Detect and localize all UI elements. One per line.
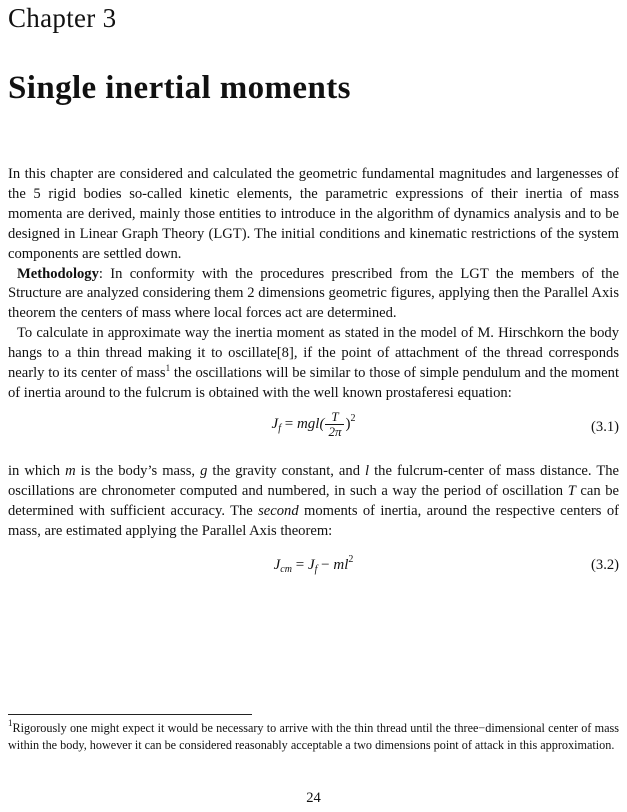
eq2-rhs-j: J [307, 556, 315, 573]
footnote-reference[interactable]: 1 [165, 363, 171, 374]
equation-3-2-body [8, 553, 619, 576]
chapter-label: Chapter 3 [8, 3, 117, 33]
eq1-fraction [325, 410, 344, 439]
eq1-rhs-post: ) [345, 415, 351, 432]
footnote-rule [8, 714, 252, 715]
defs-text-e: can be determined with sufficient accuracy. The [8, 482, 619, 519]
eq2-rhs-j-sub: f [314, 563, 318, 575]
defs-text-f: moments of inertia, around the respective centers of mass, are estimated applying the Parallel Axis theorem: [8, 502, 619, 539]
equation-3-1 [8, 410, 619, 454]
defs-var-t: T [567, 482, 576, 499]
footnote [8, 720, 619, 754]
body-text [8, 165, 619, 588]
defs-text-a: in which [8, 462, 66, 479]
eq1-frac-num: T [325, 410, 344, 425]
eq2-lhs-sub: cm [280, 563, 292, 575]
equation-3-2-number: (3.2) [591, 556, 619, 573]
eq2-rhs-ml: ml [333, 556, 349, 573]
chapter-title: Single inertial moments [8, 70, 351, 106]
eq1-lhs-sub: f [278, 422, 281, 434]
hirschkorn-text-after: the oscillations will be similar to those of simple pendulum and the moment of inertia around to the fulcrum is obtained with the well known prostaferesi equation: [8, 365, 619, 401]
paragraph-intro: In this chapter are considered and calculated the geometric fundamental magnitudes and largenesses of the 5 rigid bodies so-called kinetic elements, the parametric expressions of their inertia of mass momenta are derived, mainly those entities to introduce in the algorithm of dynamics analysis and to be designed in Linear Graph Theory (LGT). The initial conditions and kinematic restrictions of the system components are settled down. [8, 166, 619, 262]
paragraph-hirschkorn [8, 324, 619, 404]
eq2-minus: − [317, 556, 334, 573]
hirschkorn-text-before: To calculate in approximate way the inertia moment as stated in the model of M. Hirschkorn the body hangs to a thin thread making it to oscillate[8], if the point of attachment of the thread corresponds nearly to its center of mass [8, 325, 619, 382]
defs-var-l: l [365, 462, 370, 479]
defs-second-emph: second [258, 502, 299, 519]
defs-text-d: the fulcrum-center of mass distance. The oscillations are chronometer computed and numbered, in such a way the period of oscillation [8, 462, 620, 499]
paragraph-methodology [8, 265, 619, 325]
methodology-label: Methodology [17, 265, 99, 282]
page-number: 24 [306, 790, 321, 806]
eq2-equals: = [291, 556, 308, 573]
equation-3-1-body [8, 410, 619, 439]
footnote-text: Rigorously one might expect it would be necessary to arrive with the thin thread until the three−dimensional center of mass within the body, however it can be considered reasonably acceptable a two dimensions point of attack in this approximation. [8, 721, 619, 752]
defs-text-c: the gravity constant, and [207, 462, 366, 479]
eq1-equals: = [280, 415, 297, 432]
eq1-frac-den: 2π [328, 423, 342, 439]
equation-3-2 [8, 553, 619, 588]
methodology-text: : In conformity with the procedures prescribed from the LGT the members of the Structure are analyzed considering them 2 dimensions geometric figures, applying then the Parallel Axis theorem the centers of mass where local forces act are determined. [8, 265, 619, 322]
eq1-lhs: J [271, 415, 279, 432]
defs-var-g: g [200, 462, 208, 479]
eq1-power: 2 [350, 412, 356, 424]
eq2-lhs: J [273, 556, 281, 573]
defs-var-m: m [65, 462, 76, 479]
defs-text-b: is the body’s mass, [75, 462, 201, 479]
paragraph-definitions [8, 462, 619, 542]
equation-3-1-number: (3.1) [591, 418, 619, 435]
footnote-mark: 1 [8, 718, 13, 728]
eq2-power: 2 [348, 553, 354, 565]
eq1-rhs-pre: mgl( [296, 415, 325, 432]
